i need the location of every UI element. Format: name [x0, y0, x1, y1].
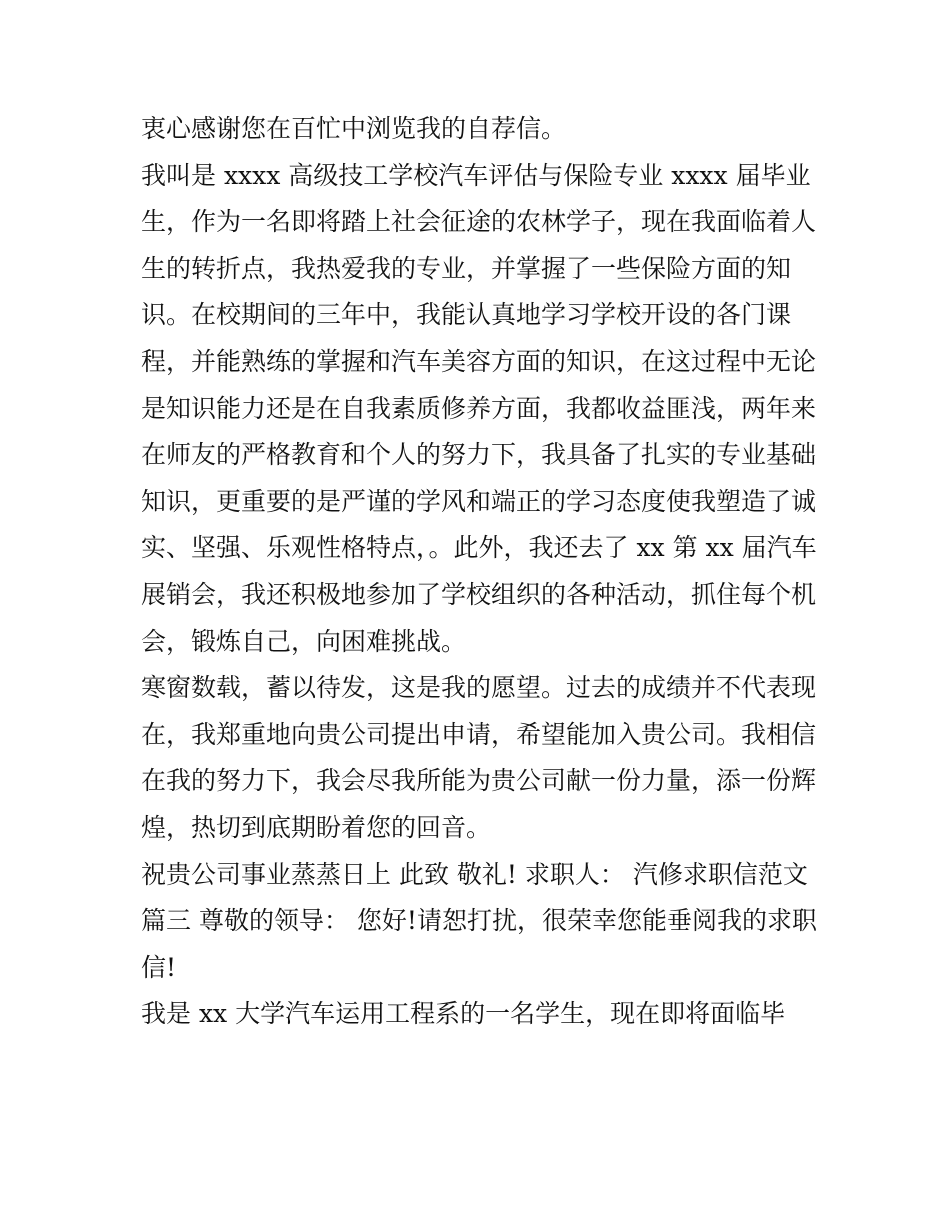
text-line-20: 我是 xx 大学汽车运用工程系的一名学生，现在即将面临毕 [141, 999, 786, 1029]
text-line-6: 程，并能熟练的掌握和汽车美容方面的知识，在这过程中无论 [141, 346, 817, 376]
text-line-17: 祝贵公司事业蒸蒸日上 此致 敬礼! 求职人： 汽修求职信范文 [141, 859, 808, 889]
text-line-13: 寒窗数载，蓄以待发，这是我的愿望。过去的成绩并不代表现 [141, 673, 817, 703]
text-line-10: 实、坚强、乐观性格特点，。此外，我还去了 xx 第 xx 届汽车 [141, 533, 817, 563]
text-line-4: 生的转折点，我热爱我的专业，并掌握了一些保险方面的知 [141, 253, 792, 283]
text-line-15: 在我的努力下，我会尽我所能为贵公司献一份力量，添一份辉 [141, 766, 817, 796]
text-line-14: 在，我郑重地向贵公司提出申请，希望能加入贵公司。我相信 [141, 719, 817, 749]
text-line-12: 会，锻炼自己，向困难挑战。 [141, 626, 467, 656]
text-line-19: 信! [141, 952, 177, 982]
text-line-7: 是知识能力还是在自我素质修养方面，我都收益匪浅，两年来 [141, 393, 817, 423]
text-line-2: 我叫是 xxxx 高级技工学校汽车评估与保险专业 xxxx 届毕业 [141, 160, 811, 190]
text-line-3: 生，作为一名即将踏上社会征途的农林学子，现在我面临着人 [141, 207, 817, 237]
text-line-16: 煌，热切到底期盼着您的回音。 [141, 812, 492, 842]
text-line-18: 篇三 尊敬的领导： 您好!请恕打扰，很荣幸您能垂阅我的求职 [141, 906, 817, 936]
text-line-9: 知识，更重要的是严谨的学风和端正的学习态度使我塑造了诚 [141, 486, 817, 516]
text-line-11: 展销会，我还积极地参加了学校组织的各种活动，抓住每个机 [141, 579, 817, 609]
text-line-8: 在师友的严格教育和个人的努力下，我具备了扎实的专业基础 [141, 440, 817, 470]
text-line-1: 衷心感谢您在百忙中浏览我的自荐信。 [141, 114, 567, 143]
text-line-5: 识。在校期间的三年中，我能认真地学习学校开设的各门课 [141, 300, 792, 330]
letter-body [141, 106, 821, 1038]
